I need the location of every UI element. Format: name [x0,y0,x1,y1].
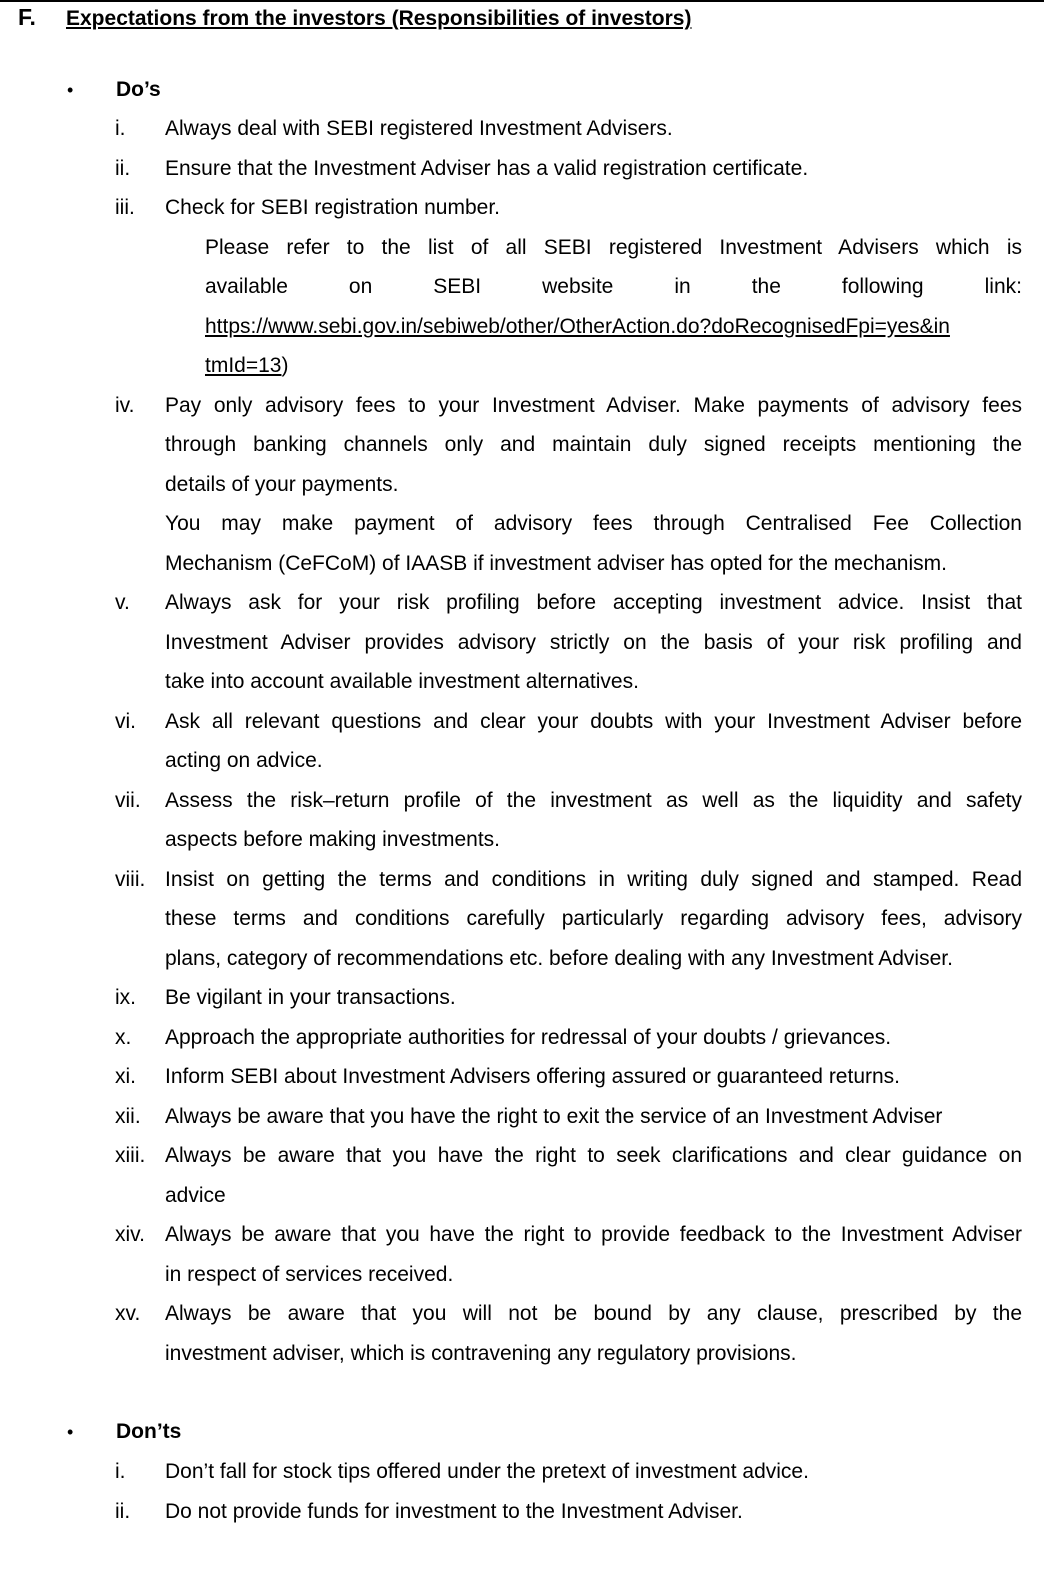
registry-link-continued[interactable]: tmId=13 [205,354,282,377]
list-item-number: ii. [115,156,131,180]
list-item-number: v. [115,591,130,614]
list-item-number: xiv. [115,1223,145,1246]
list-item-text: aspects before making investments. [165,828,500,851]
note-word: the [751,275,781,298]
list-item-text: acting on advice. [165,749,323,772]
list-item-text: Always be aware that you have the right to seek clarifications and clear guidance on [165,1144,1022,1167]
note-word: in [674,275,691,298]
donts-heading: Don’ts [116,1420,182,1443]
list-item-text: in respect of services received. [165,1262,454,1286]
dos-heading: Do’s [116,78,161,101]
list-item-text: Do not provide funds for investment to the Investment Adviser. [165,1499,743,1523]
list-item-number: xv. [115,1302,141,1325]
note-word: website [542,275,614,298]
bullet-icon: • [67,1422,74,1442]
note-text-row [205,275,1022,299]
list-item-number: i. [115,117,126,140]
list-item-text: Be vigilant in your transactions. [165,986,456,1009]
list-item-text: Always ask for your risk profiling before accepting investment advice. Insist that [165,591,1022,614]
note-word: on [348,275,373,298]
registry-link-row [205,354,1022,378]
list-item-number: ii. [115,1499,131,1523]
list-item-number: ix. [115,986,136,1009]
list-item-text: these terms and conditions carefully particularly regarding advisory fees, advisory [165,907,1022,930]
list-item-number: i. [115,1460,126,1483]
list-item-text: Assess the risk–return profile of the investment as well as the liquidity and safety [165,788,1022,812]
section-letter: F. [18,4,36,30]
list-item-text: Mechanism (CeFCoM) of IAASB if investment adviser has opted for the mechanism. [165,551,947,575]
list-item-number: x. [115,1025,132,1049]
list-item-text: through banking channels only and maintain duly signed receipts mentioning the [165,433,1022,456]
list-item-number: viii. [115,867,146,891]
list-item-text: Always deal with SEBI registered Investment Advisers. [165,117,673,140]
list-item-text: investment adviser, which is contravening any regulatory provisions. [165,1341,797,1365]
list-item-number: iii. [115,196,135,219]
list-item-text: Always be aware that you have the right to provide feedback to the Investment Adviser [165,1223,1022,1246]
note-word: available [205,275,288,298]
list-item-text: Approach the appropriate authorities for redressal of your doubts / grievances. [165,1025,892,1049]
note-word: following [841,275,924,298]
list-item-text: Investment Adviser provides advisory strictly on the basis of your risk profiling and [165,630,1022,654]
list-item-number: xii. [115,1104,141,1128]
list-item-text: Inform SEBI about Investment Advisers offering assured or guaranteed returns. [165,1065,901,1088]
list-item-text: advice [165,1183,226,1207]
note-text: Please refer to the list of all SEBI registered Investment Advisers which is [205,235,1022,259]
note-word: link: [984,275,1022,298]
top-rule [0,0,1044,2]
list-item-text: Don’t fall for stock tips offered under the pretext of investment advice. [165,1460,809,1483]
list-item-number: xi. [115,1065,136,1088]
list-item-text: Always be aware that you have the right to exit the service of an Investment Adviser [165,1104,943,1128]
list-item-text: Ask all relevant questions and clear your doubts with your Investment Adviser before [165,709,1022,733]
list-item-text: You may make payment of advisory fees through Centralised Fee Collection [165,512,1022,535]
list-item-text: plans, category of recommendations etc. before dealing with any Investment Adviser. [165,946,953,970]
list-item-number: xiii. [115,1144,146,1167]
list-item-text: Ensure that the Investment Adviser has a valid registration certificate. [165,156,809,180]
bullet-icon: • [67,80,74,100]
registry-link[interactable]: https://www.sebi.gov.in/sebiweb/other/OtherAction.do?doRecognisedFpi=yes&in [205,314,950,338]
list-item-number: iv. [115,393,135,417]
list-item-text: take into account available investment alternatives. [165,670,639,693]
list-item-text: Pay only advisory fees to your Investment Adviser. Make payments of advisory fees [165,393,1022,417]
list-item-text: Insist on getting the terms and conditions in writing duly signed and stamped. Read [165,867,1022,891]
list-item-number: vi. [115,709,136,733]
list-item-text: Check for SEBI registration number. [165,196,500,219]
list-item-text: details of your payments. [165,472,399,496]
note-word: SEBI [433,275,482,298]
link-suffix: ) [281,354,289,377]
list-item-number: vii. [115,788,141,812]
list-item-text: Always be aware that you will not be bound by any clause, prescribed by the [165,1302,1022,1325]
section-title: Expectations from the investors (Responsibilities of investors) [66,7,692,30]
